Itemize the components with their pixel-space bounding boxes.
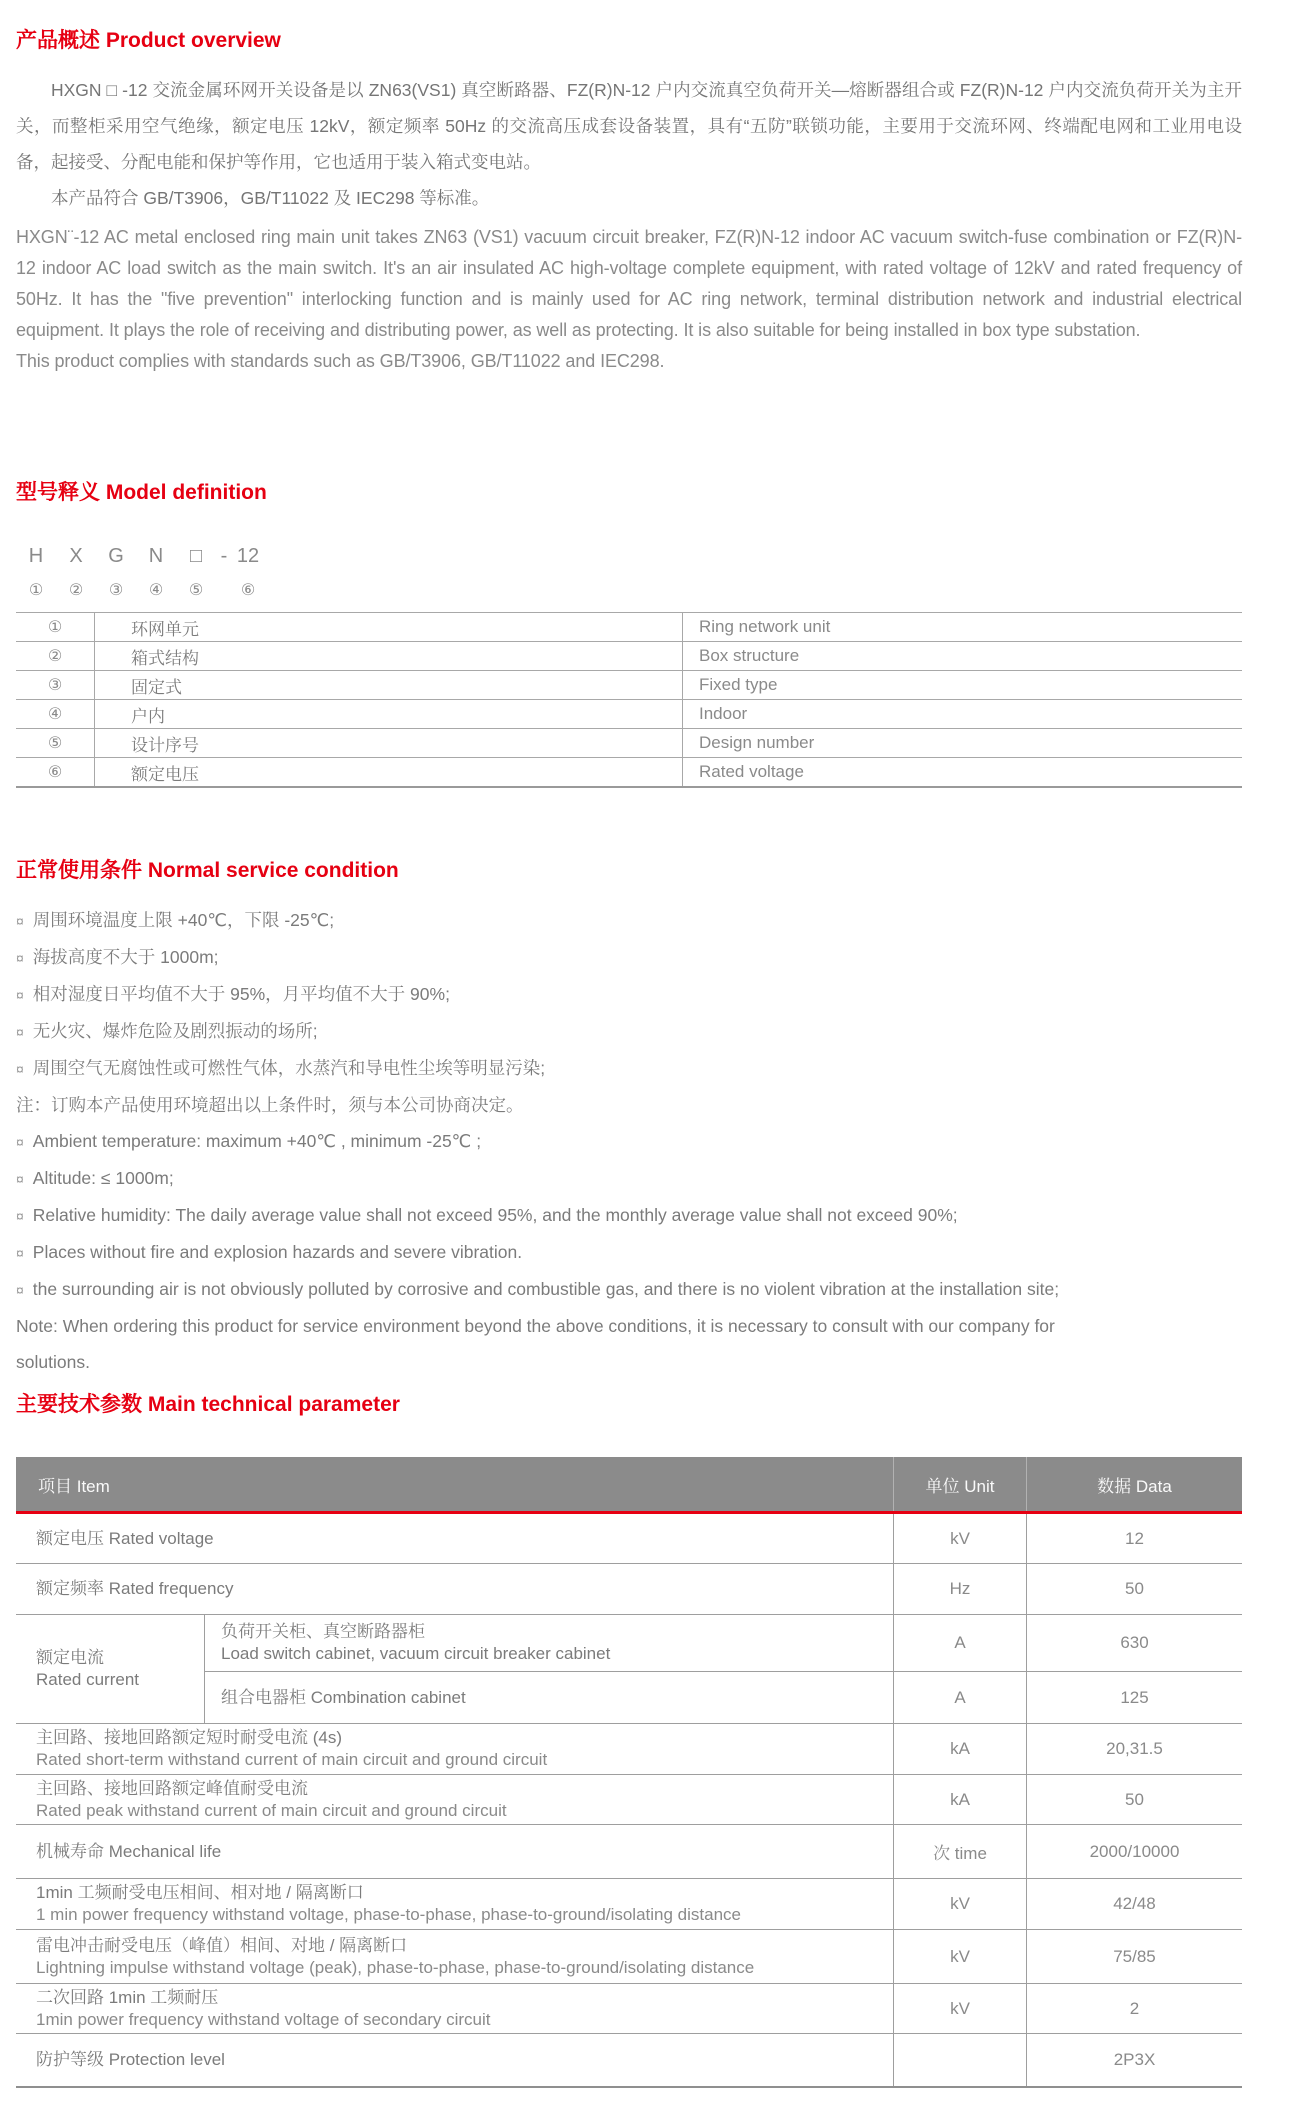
table-row bbox=[16, 729, 1242, 758]
table-row bbox=[16, 1724, 1242, 1775]
row-unit: kV bbox=[893, 1984, 1026, 2033]
technical-parameter-table bbox=[16, 1457, 1242, 2088]
model-code-dash: - bbox=[220, 545, 228, 567]
row-label-en: 1min power frequency withstand voltage of secondary circuit bbox=[36, 2009, 491, 2029]
row-cn-label: 固定式 bbox=[95, 671, 683, 699]
row-data: 12 bbox=[1026, 1514, 1242, 1563]
row-data: 2 bbox=[1026, 1984, 1242, 2033]
group-label bbox=[16, 1615, 205, 1723]
list-item bbox=[16, 939, 1242, 976]
bullet-icon: ¤ bbox=[16, 950, 24, 966]
subrow-unit: A bbox=[893, 1615, 1026, 1671]
row-data: 75/85 bbox=[1026, 1930, 1242, 1983]
bullet-icon: ¤ bbox=[16, 987, 24, 1003]
service-condition-list bbox=[16, 902, 1242, 1380]
list-item-text: 相对湿度日平均值不大于 95%，月平均值不大于 90%; bbox=[32, 984, 450, 1004]
row-number: ② bbox=[16, 642, 95, 670]
row-en-label: Rated voltage bbox=[699, 762, 804, 781]
row-unit: kV bbox=[893, 1879, 1026, 1929]
subrow-unit: A bbox=[893, 1671, 1026, 1723]
marks-spacer bbox=[216, 578, 232, 604]
row-label bbox=[16, 2034, 893, 2086]
group-label-cn: 额定电流 bbox=[36, 1648, 104, 1667]
section-heading-technical-parameter: 主要技术参数 Main technical parameter bbox=[16, 1393, 400, 1416]
table-row bbox=[16, 700, 1242, 729]
list-item-note-en bbox=[16, 1308, 1096, 1380]
table-row bbox=[16, 1514, 1242, 1564]
list-item-text: 周围空气无腐蚀性或可燃性气体，水蒸汽和导电性尘埃等明显污染; bbox=[32, 1058, 546, 1078]
section-heading-model-definition: 型号释义 Model definition bbox=[16, 481, 267, 504]
row-number: ⑤ bbox=[16, 729, 95, 757]
model-code-box: □ bbox=[189, 545, 203, 567]
table-row bbox=[16, 642, 1242, 671]
header-item: 项目 Item bbox=[38, 1476, 110, 1496]
row-number: ① bbox=[16, 613, 95, 641]
model-code-letter: H bbox=[28, 545, 44, 567]
list-item bbox=[16, 902, 1242, 939]
row-label bbox=[16, 1564, 893, 1614]
bullet-icon: ¤ bbox=[16, 1134, 24, 1150]
row-data: 2000/10000 bbox=[1026, 1825, 1242, 1878]
table-row bbox=[16, 1984, 1242, 2034]
row-en-label: Ring network unit bbox=[699, 617, 831, 636]
bullet-icon: ¤ bbox=[16, 1245, 24, 1261]
row-unit bbox=[893, 2034, 1026, 2086]
list-item-text: 周围环境温度上限 +40℃，下限 -25℃; bbox=[32, 910, 335, 930]
row-cn-label: 箱式结构 bbox=[95, 642, 683, 670]
row-cn-label: 设计序号 bbox=[95, 729, 683, 757]
row-unit: kA bbox=[893, 1775, 1026, 1824]
list-item-text: 注：订购本产品使用环境超出以上条件时，须与本公司协商决定。 bbox=[16, 1095, 524, 1115]
overview-cn-paragraph-2: 本产品符合 GB/T3906，GB/T11022 及 IEC298 等标准。 bbox=[51, 188, 490, 208]
overview-en-paragraph-2: This product complies with standards such as GB/T3906, GB/T11022 and IEC298. bbox=[16, 351, 665, 371]
model-code-letter: X bbox=[69, 545, 83, 567]
row-label-cn: 二次回路 1min 工频耐压 bbox=[36, 1987, 219, 2007]
circled-number-icon: ⑥ bbox=[240, 582, 256, 599]
row-label bbox=[16, 1825, 893, 1878]
model-code-number: 12 bbox=[236, 545, 260, 567]
bullet-icon: ¤ bbox=[16, 1208, 24, 1224]
row-label bbox=[16, 1879, 893, 1929]
table-row bbox=[16, 1879, 1242, 1930]
list-item bbox=[16, 1123, 1242, 1160]
subrow-label-text: 组合电器柜 Combination cabinet bbox=[221, 1687, 466, 1707]
table-row bbox=[16, 1930, 1242, 1984]
row-label bbox=[16, 1984, 893, 2033]
group-label-en: Rated current bbox=[36, 1670, 139, 1689]
row-label-text: 额定频率 Rated frequency bbox=[36, 1579, 234, 1598]
table-header-row bbox=[16, 1457, 1242, 1514]
bullet-icon: ¤ bbox=[16, 1024, 24, 1040]
row-label-text: 额定电压 Rated voltage bbox=[36, 1528, 214, 1548]
list-item-text: 海拔高度不大于 1000m; bbox=[32, 947, 219, 967]
table-row bbox=[16, 2034, 1242, 2088]
row-unit: 次 time bbox=[893, 1825, 1026, 1878]
circled-number-icon: ② bbox=[68, 582, 84, 599]
row-label-en: Rated short-term withstand current of main circuit and ground circuit bbox=[36, 1750, 548, 1769]
subrow-label bbox=[205, 1615, 893, 1671]
model-code-letter: G bbox=[108, 545, 124, 567]
row-en-label: Indoor bbox=[699, 704, 748, 723]
row-unit: kA bbox=[893, 1724, 1026, 1774]
bullet-icon: ¤ bbox=[16, 1282, 24, 1298]
table-row bbox=[16, 671, 1242, 700]
circled-number-icon: ④ bbox=[148, 582, 164, 599]
header-data: 数据 Data bbox=[1026, 1457, 1242, 1511]
bullet-icon: ¤ bbox=[16, 1061, 24, 1077]
list-item-text: Relative humidity: The daily average value shall not exceed 95%, and the monthly average value shall not exceed 90%; bbox=[32, 1205, 958, 1225]
list-item bbox=[16, 1013, 1242, 1050]
table-row bbox=[16, 1564, 1242, 1615]
row-label-cn: 主回路、接地回路额定短时耐受电流 (4s) bbox=[36, 1728, 342, 1747]
overview-en-paragraph-1: HXGN¨-12 AC metal enclosed ring main unit takes ZN63 (VS1) vacuum circuit breaker, FZ(R)N-12 indoor AC vacuum switch-fuse combination or FZ(R)N-12 indoor AC load switch as the main switch. It's an air insulated AC high-voltage complete equipment, with rated voltage of 12kV and rated frequency of 50Hz. It has the "five prevention" interlocking function and is mainly used for AC ring network, terminal distribution network and industrial electrical equipment. It plays the role of receiving and distributing power, as well as protecting. It is also suitable for being installed in box type substation. bbox=[16, 227, 1242, 340]
list-item-note-cn bbox=[16, 1087, 1242, 1123]
row-en-label: Fixed type bbox=[699, 675, 778, 694]
list-item-text: the surrounding air is not obviously polluted by corrosive and combustible gas, and there is no violent vibration at the installation site; bbox=[32, 1279, 1060, 1299]
row-en-label: Box structure bbox=[699, 646, 800, 665]
bullet-icon: ¤ bbox=[16, 913, 24, 929]
overview-cn-paragraph-1: HXGN □ -12 交流金属环网开关设备是以 ZN63(VS1) 真空断路器、FZ(R)N-12 户内交流真空负荷开关—熔断器组合或 FZ(R)N-12 户内交流负荷开关为主开关，而整柜采用空气绝缘，额定电压 12kV，额定频率 50Hz 的交流高压成套设备装置，具有“五防”联锁功能，主要用于交流环网、终端配电网和工业用电设备，起接受、分配电能和保护等作用，它也适用于装入箱式变电站。 bbox=[16, 80, 1242, 172]
row-unit: kV bbox=[893, 1514, 1026, 1563]
model-code-letter: N bbox=[148, 545, 164, 567]
list-item bbox=[16, 1234, 1242, 1271]
row-label-en: Lightning impulse withstand voltage (peak), phase-to-phase, phase-to-ground/isolating distance bbox=[36, 1957, 755, 1977]
subrow-label-en: Load switch cabinet, vacuum circuit breaker cabinet bbox=[221, 1644, 611, 1663]
table-row bbox=[16, 613, 1242, 642]
model-code-marks-row bbox=[16, 578, 1242, 604]
row-label bbox=[16, 1775, 893, 1824]
list-item bbox=[16, 1271, 1242, 1308]
row-label-en: 1 min power frequency withstand voltage, phase-to-phase, phase-to-ground/isolating distance bbox=[36, 1905, 741, 1924]
table-row bbox=[16, 1775, 1242, 1825]
circled-number-icon: ③ bbox=[108, 582, 124, 599]
row-data: 50 bbox=[1026, 1564, 1242, 1614]
section-heading-service-condition: 正常使用条件 Normal service condition bbox=[16, 859, 399, 882]
table-row bbox=[16, 758, 1242, 788]
list-item bbox=[16, 1050, 1242, 1087]
list-item-text: Altitude: ≤ 1000m; bbox=[32, 1168, 174, 1188]
row-data: 50 bbox=[1026, 1775, 1242, 1824]
overview-cn-paragraphs bbox=[16, 72, 1242, 216]
section-heading-overview: 产品概述 Product overview bbox=[16, 29, 281, 52]
row-unit: Hz bbox=[893, 1564, 1026, 1614]
circled-number-icon: ① bbox=[28, 582, 44, 599]
row-data: 20,31.5 bbox=[1026, 1724, 1242, 1774]
row-label-cn: 雷电冲击耐受电压（峰值）相间、对地 / 隔离断口 bbox=[36, 1935, 408, 1955]
header-unit: 单位 Unit bbox=[893, 1457, 1026, 1511]
overview-en-paragraphs bbox=[16, 222, 1242, 377]
model-code-row bbox=[16, 542, 1242, 570]
list-item-text: Places without fire and explosion hazards and severe vibration. bbox=[32, 1242, 523, 1262]
bullet-icon: ¤ bbox=[16, 1171, 24, 1187]
row-cn-label: 额定电压 bbox=[95, 758, 683, 786]
list-item-text: Note: When ordering this product for service environment beyond the above conditions, it is necessary to consult with our company for solutions. bbox=[16, 1316, 1055, 1372]
row-label bbox=[16, 1514, 893, 1563]
subrow-data: 125 bbox=[1026, 1671, 1242, 1723]
row-label-cn: 1min 工频耐受电压相间、相对地 / 隔离断口 bbox=[36, 1883, 364, 1902]
row-data: 42/48 bbox=[1026, 1879, 1242, 1929]
list-item-text: 无火灾、爆炸危险及剧烈振动的场所; bbox=[32, 1021, 318, 1041]
row-number: ③ bbox=[16, 671, 95, 699]
row-number: ④ bbox=[16, 700, 95, 728]
list-item bbox=[16, 1197, 1242, 1234]
circled-number-icon: ⑤ bbox=[188, 582, 204, 599]
row-cn-label: 户内 bbox=[95, 700, 683, 728]
row-en-label: Design number bbox=[699, 733, 815, 752]
list-item bbox=[16, 1160, 1242, 1197]
subrow-data: 630 bbox=[1026, 1615, 1242, 1671]
row-label-text: 机械寿命 Mechanical life bbox=[36, 1841, 222, 1861]
row-unit: kV bbox=[893, 1930, 1026, 1983]
list-item bbox=[16, 976, 1242, 1013]
table-row-group-rated-current bbox=[16, 1615, 1242, 1724]
model-definition-table bbox=[16, 612, 1242, 788]
row-data: 2P3X bbox=[1026, 2034, 1242, 2086]
row-label bbox=[16, 1724, 893, 1774]
row-label bbox=[16, 1930, 893, 1983]
subrow-label-cn: 负荷开关柜、真空断路器柜 bbox=[221, 1622, 425, 1641]
row-number: ⑥ bbox=[16, 758, 95, 786]
table-row bbox=[16, 1825, 1242, 1879]
row-label-en: Rated peak withstand current of main circuit and ground circuit bbox=[36, 1800, 507, 1820]
row-label-text: 防护等级 Protection level bbox=[36, 2050, 225, 2069]
subrow-label bbox=[205, 1671, 893, 1723]
list-item-text: Ambient temperature: maximum +40℃ , minimum -25℃ ; bbox=[32, 1131, 482, 1151]
row-cn-label: 环网单元 bbox=[95, 613, 683, 641]
row-label-cn: 主回路、接地回路额定峰值耐受电流 bbox=[36, 1778, 308, 1798]
